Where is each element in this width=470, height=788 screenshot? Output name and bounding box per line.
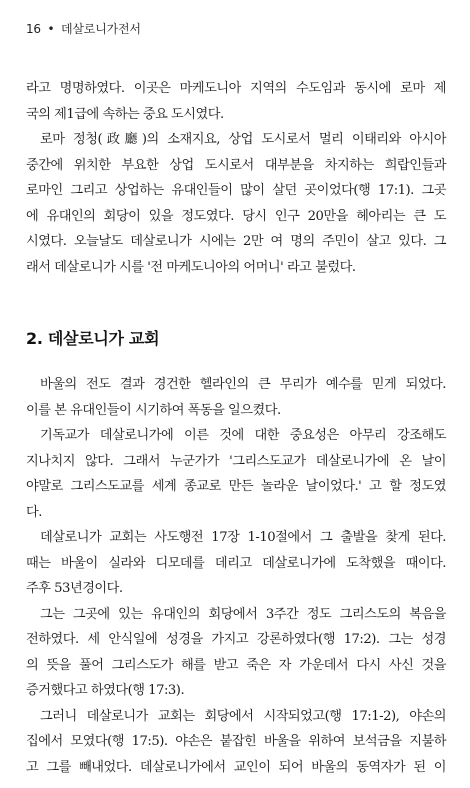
running-title: 데살로니가전서 — [61, 22, 141, 36]
body-line: 바울의 전도 결과 경건한 헬라인의 큰 무리가 예수를 믿게 되었다. — [40, 377, 446, 392]
section1-body — [26, 76, 446, 280]
body-line: 그는 그곳에 있는 유대인의 회당에서 3주간 정도 그리스도의 복음을 — [40, 606, 446, 622]
body-line: 국의 제1급에 속하는 중요 도시였다. — [26, 106, 224, 122]
page-number: 16 — [26, 22, 41, 36]
section2-body — [26, 372, 446, 780]
body-line: 데살로니가 교회는 사도행전 17장 1-10절에서 그 출발을 찾게 된다. — [40, 530, 446, 545]
body-line: 로마인 그리고 상업하는 유대인들이 많이 살던 곳이었다(행 17:1). 그곳 — [26, 183, 446, 198]
body-line: 주후 53년경이다. — [26, 581, 123, 596]
running-header — [26, 20, 141, 37]
body-line: 야말로 그리스도교를 세계 종교로 만든 놀라운 날이었다.' 고 할 정도였 — [26, 479, 446, 494]
body-line: 때는 바울이 실라와 디모데를 데리고 데살로니가에 도착했을 때이다. — [26, 555, 446, 571]
body-line: 의 뜻을 풀어 그리스도가 해를 받고 죽은 자 가운데서 다시 사신 것을 — [26, 657, 446, 673]
body-line: 집에서 모였다(행 17:5). 야손은 붙잡힌 바울을 위하여 보석금을 지불하 — [26, 734, 446, 749]
body-line: 이를 본 유대인들이 시기하여 폭동을 일으켰다. — [26, 402, 281, 418]
body-line: 지나치지 않다. 그래서 누군가가 '그리스도교가 데살로니가에 온 날이 — [26, 453, 446, 469]
section-heading: 2. 데살로니가 교회 — [26, 329, 160, 348]
body-line: 전하였다. 세 안식일에 성경을 가지고 강론하였다(행 17:2). 그는 성경 — [26, 632, 446, 647]
body-line: 다. — [26, 504, 42, 520]
body-line: 에 유대인의 회당이 있을 정도였다. 당시 인구 20만을 헤아리는 큰 도 — [26, 208, 446, 224]
body-line: 중간에 위치한 부요한 상업 도시로서 대부분을 차지하는 희랍인들과 — [26, 157, 446, 173]
body-line: 기독교가 데살로니가에 이른 것에 대한 중요성은 아무리 강조해도 — [40, 428, 446, 443]
body-line: 증거했다고 하였다(행 17:3). — [26, 683, 185, 698]
header-separator: • — [47, 22, 55, 36]
body-line: 그러니 데살로니가 교회는 회당에서 시작되었고(행 17:1-2), 야손의 — [40, 708, 446, 724]
body-line: 고 그를 빼내었다. 데살로니가에서 교인이 되어 바울의 동역자가 된 이 — [26, 759, 446, 775]
body-line: 시였다. 오늘날도 데살로니가 시에는 2만 여 명의 주민이 살고 있다. 그 — [26, 234, 446, 249]
body-line: 라고 명명하였다. 이곳은 마케도니아 지역의 수도임과 동시에 로마 제 — [26, 81, 446, 96]
body-line: 래서 데살로니가 시를 '전 마케도니아의 어머니' 라고 불렀다. — [26, 259, 356, 275]
body-line: 로마 정청(政廳)의 소재지요, 상업 도시로서 멀리 이태리와 아시아 — [40, 132, 446, 147]
